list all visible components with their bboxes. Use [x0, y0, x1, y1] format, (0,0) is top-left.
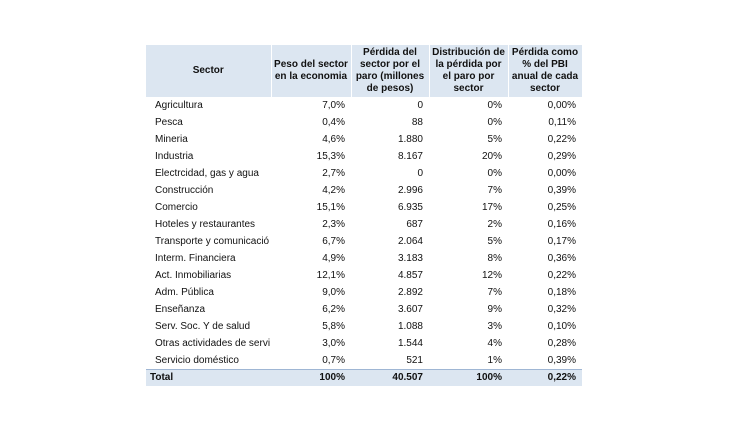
cell-peso: 0,7% [322, 355, 345, 366]
table-row [146, 284, 582, 301]
cell-pbi: 0,18% [547, 287, 576, 298]
total-row [146, 370, 582, 387]
cell-distribucion: 20% [481, 151, 502, 162]
cell-peso: 5,8% [322, 321, 345, 332]
cell-perdida: 6.935 [397, 202, 423, 213]
cell-distribucion: 1% [487, 355, 502, 366]
cell-peso: 2,3% [322, 219, 345, 230]
table-row [146, 199, 582, 216]
table-row [146, 233, 582, 250]
cell-sector: Agricultura [155, 100, 203, 111]
cell-perdida: 8.167 [397, 151, 423, 162]
table-header [146, 45, 582, 97]
cell-pbi: 0,16% [547, 219, 576, 230]
total-perdida: 40.507 [351, 370, 429, 387]
cell-distribucion: 12% [481, 270, 502, 281]
cell-sector: Servicio doméstico [155, 355, 239, 366]
cell-pbi: 0,32% [547, 304, 576, 315]
header-perdida: Pérdida del sector por el paro (millones de pesos) [351, 45, 429, 97]
cell-peso: 9,0% [322, 287, 345, 298]
header-row [146, 45, 582, 97]
cell-peso: 6,2% [322, 304, 345, 315]
cell-pbi: 0,29% [547, 151, 576, 162]
table-row [146, 97, 582, 114]
cell-perdida: 0 [417, 168, 423, 179]
cell-distribucion: 7% [487, 185, 502, 196]
table-row [146, 301, 582, 318]
cell-perdida: 1.544 [397, 338, 423, 349]
cell-peso: 12,1% [316, 270, 345, 281]
cell-sector: Mineria [155, 134, 188, 145]
cell-perdida: 88 [411, 117, 423, 128]
cell-perdida: 3.607 [397, 304, 423, 315]
cell-distribucion: 7% [487, 287, 502, 298]
table-row [146, 250, 582, 267]
data-table-container [146, 45, 582, 386]
table-row [146, 216, 582, 233]
cell-peso: 3,0% [322, 338, 345, 349]
cell-distribucion: 3% [487, 321, 502, 332]
table-row [146, 318, 582, 335]
header-distribucion: Distribución de la pérdida por el paro por sector [429, 45, 508, 97]
cell-sector: Act. Inmobiliarias [155, 270, 232, 281]
header-pbi: Pérdida como % del PBI anual de cada sector [508, 45, 582, 97]
total-sector: Total [146, 370, 271, 387]
cell-distribucion: 2% [487, 219, 502, 230]
cell-pbi: 0,36% [547, 253, 576, 264]
cell-perdida: 687 [406, 219, 423, 230]
header-peso: Peso del sector en la economia [271, 45, 351, 97]
total-distribucion: 100% [429, 370, 508, 387]
cell-peso: 4,9% [322, 253, 345, 264]
cell-perdida: 1.088 [397, 321, 423, 332]
cell-distribucion: 0% [487, 117, 502, 128]
cell-pbi: 0,22% [547, 134, 576, 145]
cell-perdida: 2.064 [397, 236, 423, 247]
total-peso: 100% [271, 370, 351, 387]
cell-pbi: 0,10% [547, 321, 576, 332]
cell-distribucion: 5% [487, 236, 502, 247]
table-row [146, 267, 582, 284]
cell-perdida: 3.183 [397, 253, 423, 264]
cell-peso: 0,4% [322, 117, 345, 128]
cell-distribucion: 0% [487, 100, 502, 111]
cell-perdida: 521 [406, 355, 423, 366]
table-row [146, 148, 582, 165]
cell-peso: 15,1% [316, 202, 345, 213]
table-body [146, 97, 582, 386]
cell-pbi: 0,17% [547, 236, 576, 247]
cell-pbi: 0,00% [547, 100, 576, 111]
cell-peso: 4,2% [322, 185, 345, 196]
cell-pbi: 0,00% [547, 168, 576, 179]
cell-peso: 6,7% [322, 236, 345, 247]
cell-distribucion: 0% [487, 168, 502, 179]
header-sector: Sector [146, 45, 271, 97]
sector-loss-table [146, 45, 583, 386]
cell-sector: Transporte y comunicació [155, 236, 270, 247]
cell-pbi: 0,11% [548, 117, 576, 128]
cell-sector: Enseñanza [155, 304, 206, 315]
cell-perdida: 4.857 [397, 270, 423, 281]
total-pbi: 0,22% [508, 370, 582, 387]
table-row [146, 131, 582, 148]
cell-perdida: 1.880 [397, 134, 423, 145]
table-row [146, 114, 582, 131]
cell-sector: Pesca [155, 117, 183, 128]
cell-perdida: 2.892 [397, 287, 423, 298]
cell-distribucion: 8% [487, 253, 502, 264]
cell-distribucion: 5% [487, 134, 502, 145]
cell-perdida: 0 [417, 100, 423, 111]
cell-sector: Adm. Pública [155, 287, 214, 298]
cell-distribucion: 4% [487, 338, 502, 349]
cell-sector: Construcción [155, 185, 214, 196]
cell-pbi: 0,25% [547, 202, 576, 213]
cell-sector: Interm. Financiera [155, 253, 236, 264]
cell-distribucion: 17% [481, 202, 502, 213]
cell-sector: Otras actividades de servi [155, 338, 271, 349]
table-row [146, 165, 582, 182]
table-row [146, 335, 582, 352]
table-row [146, 182, 582, 199]
cell-pbi: 0,28% [547, 338, 576, 349]
cell-sector: Serv. Soc. Y de salud [155, 321, 251, 332]
cell-pbi: 0,39% [547, 185, 576, 196]
cell-sector: Comercio [155, 202, 198, 213]
cell-pbi: 0,39% [547, 355, 576, 366]
cell-peso: 2,7% [322, 168, 345, 179]
cell-distribucion: 9% [487, 304, 502, 315]
cell-peso: 7,0% [322, 100, 345, 111]
table-row [146, 352, 582, 370]
cell-peso: 4,6% [322, 134, 345, 145]
cell-pbi: 0,22% [547, 270, 576, 281]
cell-sector: Electrcidad, gas y agua [155, 168, 259, 179]
cell-sector: Industria [155, 151, 194, 162]
cell-peso: 15,3% [316, 151, 345, 162]
cell-sector: Hoteles y restaurantes [155, 219, 256, 230]
cell-perdida: 2.996 [397, 185, 423, 196]
